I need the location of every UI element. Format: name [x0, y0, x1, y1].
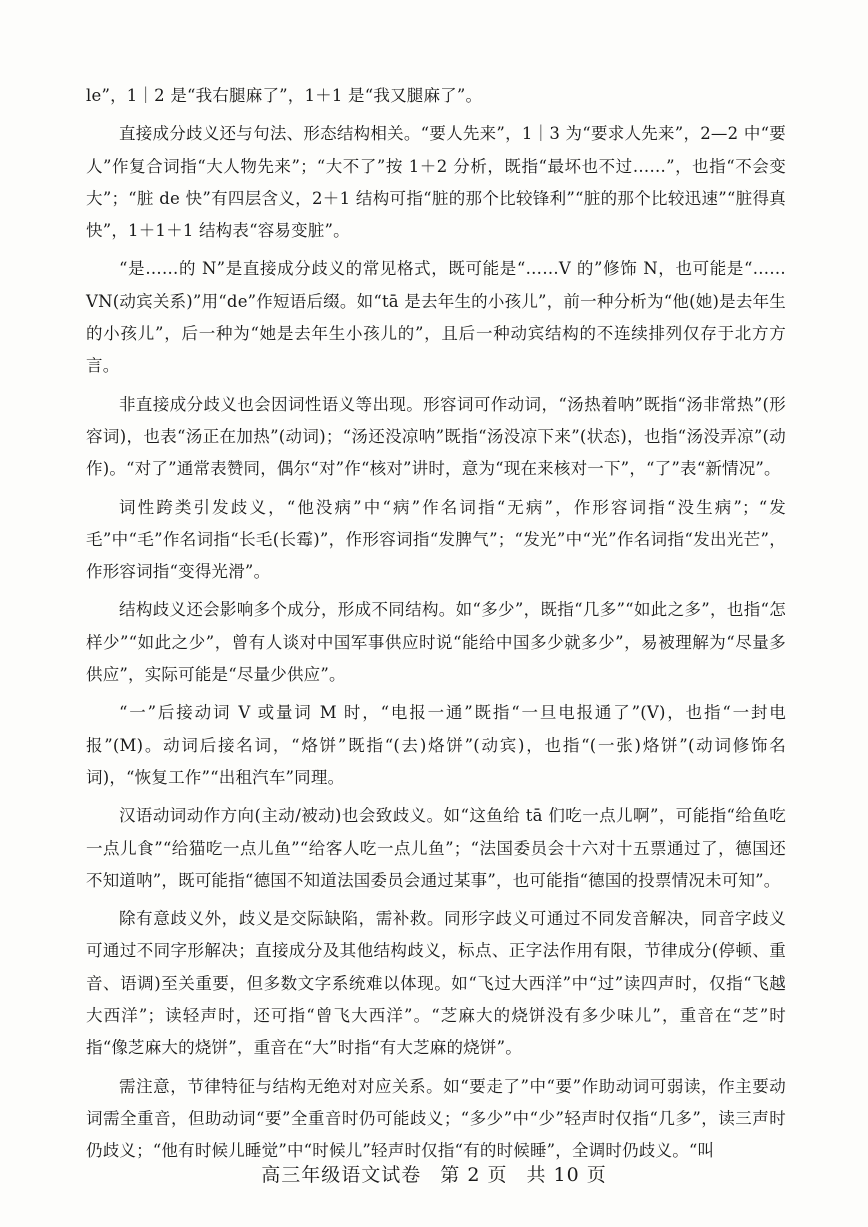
article-body	[86, 80, 786, 1174]
paragraph-7: “一”后接动词 V 或量词 M 时，“电报一通”既指“一旦电报通了”(V)，也指“一封电报”(M)。动词后接名词，“烙饼”既指“(去)烙饼”(动宾)，也指“(一张)烙饼”(动词修饰名词)，“恢复工作”“出租汽车”同理。	[86, 703, 786, 787]
paragraph-2: 直接成分歧义还与句法、形态结构相关。“要人先来”，1｜3 为“要求人先来”，2—2 中“要人”作复合词指“大人物先来”；“大不了”按 1＋2 分析，既指“最坏也不过……”，也指“不会变大”；“脏 de 快”有四层含义，2＋1 结构可指“脏的那个比较锋利”“脏的那个比较迅速”“脏得真快”，1＋1＋1 结构表“容易变脏”。	[86, 124, 786, 241]
paragraph-9: 除有意歧义外，歧义是交际缺陷，需补救。同形字歧义可通过不同发音解决，同音字歧义可通过不同字形解决；直接成分及其他结构歧义，标点、正字法作用有限，节律成分(停顿、重音、语调)至关重要，但多数文字系统难以体现。如“飞过大西洋”中“过”读四声时，仅指“飞越大西洋”；读轻声时，还可指“曾飞大西洋”。“芝麻大的烧饼没有多少味儿”，重音在“芝”时指“像芝麻大的烧饼”，重音在“大”时指“有大芝麻的烧饼”。	[86, 909, 786, 1058]
paragraph-3: “是……的 N”是直接成分歧义的常见格式，既可能是“……V 的”修饰 N，也可能是“……VN(动宾关系)”用“de”作短语后缀。如“tā 是去年生的小孩儿”，前一种分析为“他(她)是去年生的小孩儿”，后一种为“她是去年生小孩儿的”，且后一种动宾结构的不连续排列仅存于北方方言。	[86, 259, 786, 376]
paragraph-5: 词性跨类引发歧义，“他没病”中“病”作名词指“无病”，作形容词指“没生病”；“发毛”中“毛”作名词指“长毛(长霉)”，作形容词指“发脾气”；“发光”中“光”作名词指“发出光芒”，作形容词指“变得光滑”。	[86, 497, 786, 582]
paragraph-8: 汉语动词动作方向(主动/被动)也会致歧义。如“这鱼给 tā 们吃一点儿啊”，可能指“给鱼吃一点儿食”“给猫吃一点儿鱼”“给客人吃一点儿鱼”；“法国委员会十六对十五票通过了，德国还不知道呐”，既可能指“德国不知道法国委员会通过某事”，也可能指“德国的投票情况未可知”。	[86, 806, 786, 890]
page-number: 第 2 页	[440, 1164, 508, 1186]
paragraph-6: 结构歧义还会影响多个成分，形成不同结构。如“多少”，既指“几多”“如此之多”，也指“怎样少”“如此之少”，曾有人谈对中国军事供应时说“能给中国多少就多少”，易被理解为“尽量多供应”，实际可能是“尽量少供应”。	[86, 600, 786, 685]
page-total: 共 10 页	[526, 1164, 607, 1186]
paragraph-10: 需注意，节律特征与结构无绝对对应关系。如“要走了”中“要”作助动词可弱读，作主要动词需全重音，但助动词“要”全重音时仍可能歧义；“多少”中“少”轻声时仅指“几多”，读三声时仍歧义；“他有时候儿睡觉”中“时候儿”轻声时仅指“有的时候睡”，全调时仍歧义。“叫	[86, 1076, 786, 1161]
paragraph-1: le”，1｜2 是“我右腿麻了”，1＋1 是“我又腿麻了”。	[86, 86, 483, 105]
exam-title: 高三年级语文试卷	[261, 1164, 422, 1186]
paragraph-4: 非直接成分歧义也会因词性语义等出现。形容词可作动词，“汤热着呐”既指“汤非常热”(形容词)，也表“汤正在加热”(动词)；“汤还没凉呐”既指“汤没凉下来”(状态)，也指“汤没弄凉”(动作)。“对了”通常表赞同，偶尔“对”作“核对”讲时，意为“现在来核对一下”，“了”表“新情况”。	[86, 394, 786, 479]
page-footer	[0, 1160, 868, 1187]
